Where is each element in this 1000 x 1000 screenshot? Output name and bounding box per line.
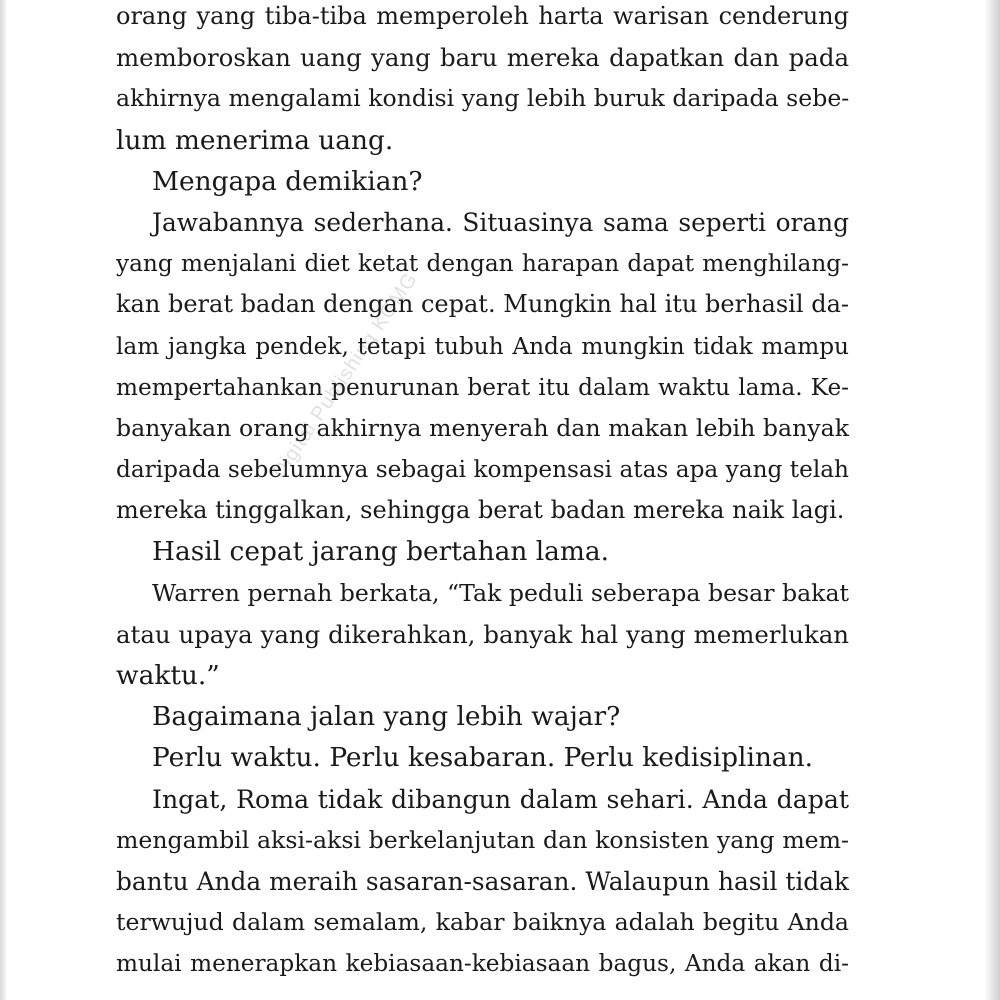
text-line: akhirnya mengalami kondisi yang lebih buruk daripada sebe- xyxy=(116,84,850,113)
text-line: Mengapa demikian? xyxy=(152,165,423,197)
text-line: terwujud dalam semalam, kabar baiknya adalah begitu Anda xyxy=(116,908,849,937)
text-line: Jawabannya sederhana. Situasinya sama seperti orang xyxy=(152,207,849,237)
text-line: Perlu waktu. Perlu kesabaran. Perlu kedisiplinan. xyxy=(152,742,814,774)
text-line: orang yang tiba-tiba memperoleh harta warisan cenderung xyxy=(116,2,849,30)
text-line: memboroskan uang yang baru mereka dapatkan dan pada xyxy=(116,43,849,73)
body-text xyxy=(116,0,849,985)
text-line: Ingat, Roma tidak dibangun dalam sehari. Anda dapat xyxy=(152,784,849,814)
watermark: Digital Publishing KGMG xyxy=(268,268,423,483)
text-line: atau upaya yang dikerahkan, banyak hal yang memerlukan xyxy=(116,619,849,649)
page-edge-left xyxy=(0,0,6,1000)
text-line: kan berat badan dengan cepat. Mungkin hal itu berhasil da- xyxy=(116,290,849,319)
text-line: bantu Anda meraih sasaran-sasaran. Walaupun hasil tidak xyxy=(116,866,849,896)
text-line: lum menerima uang. xyxy=(116,124,394,156)
text-line: yang menjalani diet ketat dengan harapan dapat menghilang- xyxy=(116,250,849,278)
page-edge-right xyxy=(984,0,1000,1000)
text-line: daripada sebelumnya sebagai kompensasi atas apa yang telah xyxy=(116,456,849,484)
text-line: Hasil cepat jarang bertahan lama. xyxy=(152,536,610,568)
text-line: Bagaimana jalan yang lebih wajar? xyxy=(152,701,621,733)
text-line: mengambil aksi-aksi berkelanjutan dan konsisten yang mem- xyxy=(116,825,849,854)
text-line: lam jangka pendek, tetapi tubuh Anda mungkin tidak mampu xyxy=(116,332,849,360)
text-line: mempertahankan penurunan berat itu dalam waktu lama. Ke- xyxy=(116,373,849,401)
text-line: waktu.” xyxy=(116,660,220,691)
text-line: mulai menerapkan kebiasaan-kebiasaan bagus, Anda akan di- xyxy=(116,950,849,978)
text-line: banyakan orang akhirnya menyerah dan makan lebih banyak xyxy=(116,413,849,442)
text-line: mereka tinggalkan, sehingga berat badan mereka naik lagi. xyxy=(116,496,845,525)
text-line: Warren pernah berkata, “Tak peduli seberapa besar bakat xyxy=(152,578,850,607)
